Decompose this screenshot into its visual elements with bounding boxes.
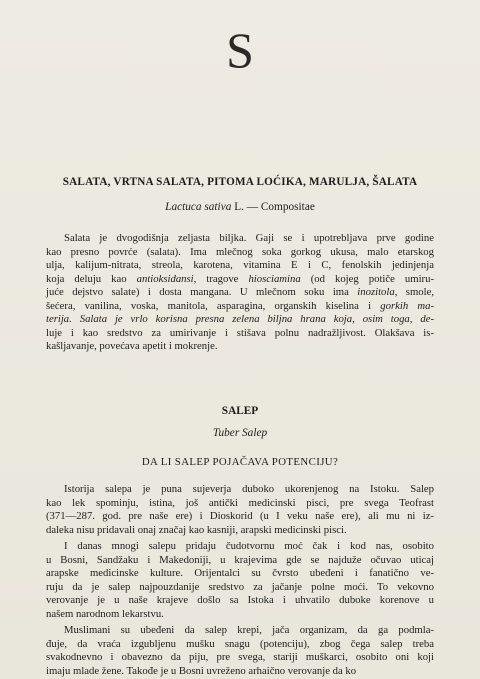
- paragraph-salata: [46, 232, 434, 354]
- text-line: arapske medicinske kulture. Orijentalci su čvrsto ubeđeni i fanatično ve-: [46, 567, 434, 579]
- text-segment: . Salata je vrlo korisna presna zelena biljna hrana koja, osim toga, de-: [69, 313, 434, 325]
- text-segment: , smole,: [394, 286, 434, 298]
- text-line: [46, 300, 434, 314]
- text-line: (371—287. god. pre naše ere) i Dioskorid (u I veku naše ere), ali mu ni iz-: [46, 510, 434, 522]
- text-line: ruju da je salep najpouzdanije sredstvo za jačanje polne moći. To vekovno: [46, 580, 434, 593]
- text-segment: inozitola: [357, 286, 395, 298]
- text-segment: , tragove: [193, 272, 249, 285]
- text-line: našem narodnom lekarstvu.: [46, 607, 164, 620]
- text-line: đuje, da vraća izgubljenu mušku snagu (potenciju), zbog čega salep treba: [46, 637, 434, 650]
- paragraph-salep-belief: [46, 540, 434, 621]
- text-segment: hiosciamina: [248, 272, 301, 285]
- text-line: Istorija salepa je puna sujeverja duboko ukorenjenog na Istoku. Salep: [64, 483, 434, 495]
- text-line: [46, 273, 434, 287]
- paragraph-salep-muslims: [46, 624, 434, 678]
- text-line: [46, 286, 434, 300]
- text-segment: terija: [46, 313, 70, 325]
- text-line: verovanje je u naše krajeve došlo sa Istoka i uhvatilo duboke korenove u: [46, 594, 434, 606]
- text-line: u Bosni, Sandžaku i Makedoniji, u krajevima gde se najduže očuvao uticaj: [46, 553, 434, 566]
- latin-name: Lactuca sativa: [165, 201, 232, 213]
- text-segment: juće dejstvo salate) i dosta mangana. U mlečnom soku ima: [46, 286, 358, 298]
- text-line: [46, 313, 434, 327]
- text-segment: kašljavanje, povećava apetit i mokrenje.: [46, 340, 218, 352]
- text-segment: gorkih ma-: [380, 299, 435, 312]
- entry-heading-salata: SALATA, VRTNA SALATA, PITOMA LOĆIKA, MARULJA, ŠALATA: [62, 176, 418, 188]
- text-segment: ulja, kalijum-nitrata, streola, karotena, vitamina E i C, fenolskih jedinjenja: [46, 259, 434, 271]
- text-segment: kao presno povrće (salata). Ima mlečnog soka gorkog ukusa, malo etarskog: [46, 245, 434, 258]
- taxonomy-author: L. — Compositae: [234, 201, 315, 213]
- entry-heading-salep: SALEP: [221, 405, 259, 417]
- text-segment: šećera, vanilina, voska, manitola, asparagina, organskih kiselina i: [46, 299, 381, 312]
- text-line: [46, 246, 434, 260]
- text-line: daleka nisu pridavali onaj značaj kao kasniji, arapski medicinski pisci.: [46, 523, 347, 536]
- text-line: [46, 327, 434, 341]
- text-segment: koja deluju kao: [46, 272, 137, 285]
- entry-subtitle-salep: Tuber Salep: [212, 427, 268, 439]
- section-question-heading: DA LI SALEP POJAČAVA POTENCIJU?: [141, 456, 339, 468]
- text-segment: (od kojeg potiče umiru-: [300, 272, 434, 285]
- text-line: [46, 232, 434, 246]
- text-line: [46, 259, 434, 273]
- entry-subtitle-salata: [0, 201, 480, 213]
- text-segment: Salata je dvogodišnja zeljasta biljka. Gaji se i upotrebljava prve godine: [64, 232, 434, 244]
- text-line: [46, 340, 434, 354]
- text-segment: antioksidansi: [136, 272, 194, 285]
- text-line: I danas mnogi salepu pridaju čudotvornu moć čak i kod nas, osobito: [64, 540, 434, 552]
- text-line: imaju mlade žene. Takođe je u Bosni uvreženo arhaično verovanje da ko: [46, 664, 357, 677]
- section-letter: S: [226, 22, 254, 78]
- text-segment: luje i kao sredstvo za umirivanje i stišava polnu nadražljivost. Olakšava is-: [46, 326, 434, 339]
- paragraph-salep-history: [46, 483, 434, 537]
- text-line: kao lek spominju, istina, još antički medicinski pisci, pre svega Teofrast: [46, 496, 434, 509]
- text-line: Muslimani su ubeđeni da salep krepi, jača organizam, da ga podmla-: [64, 624, 434, 636]
- text-line: svakodnevno i obavezno da piju, pre svega, stariji muškarci, osobito oni koji: [46, 651, 434, 663]
